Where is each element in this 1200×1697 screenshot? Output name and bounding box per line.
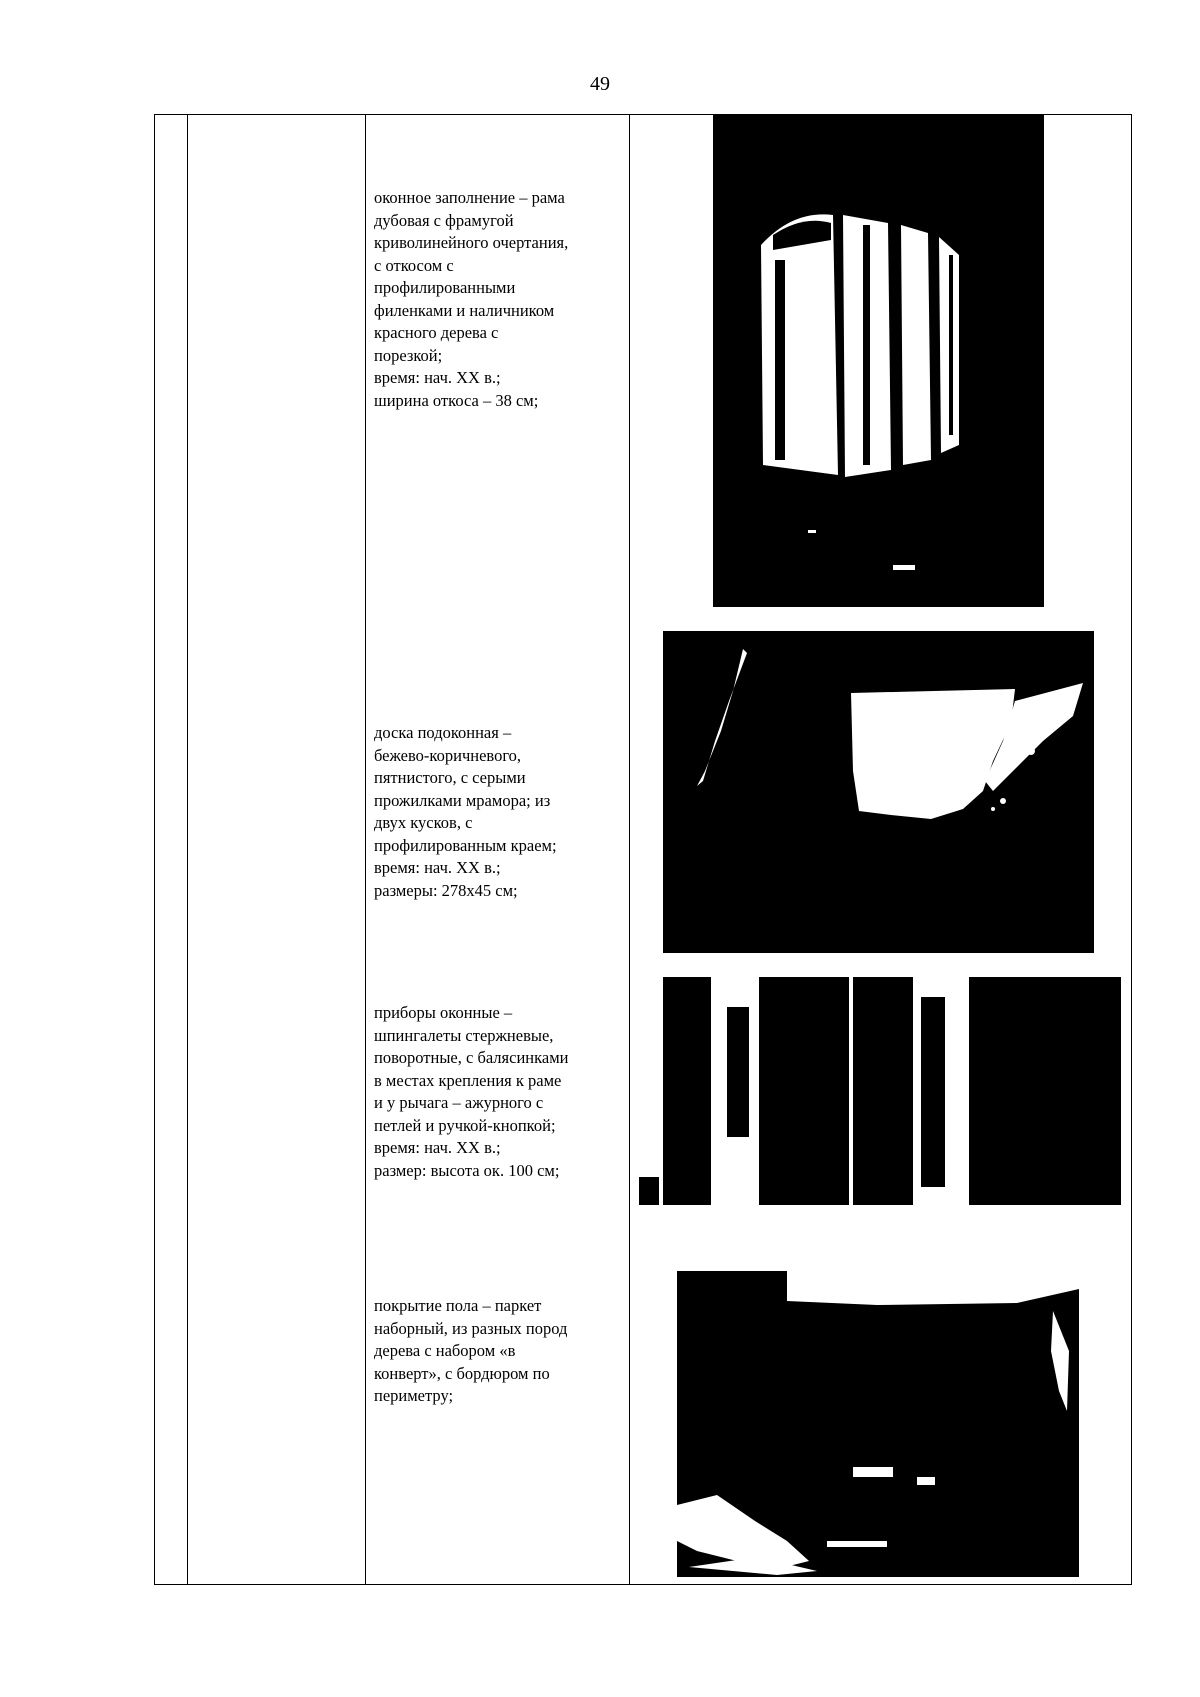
column-divider [365,115,366,1584]
column-divider [187,115,188,1584]
window-hardware-photo-icon [639,977,1121,1205]
entry-description: покрытие пола – паркет наборный, из разных пород дерева с набором «в конверт», с бордюром по периметру; [374,1296,568,1405]
column-divider [629,115,630,1584]
entry-description: доска подоконная – бежево-коричневого, пятнистого, с серыми прожилками мрамора; из двух кусков, с профилированным краем; время: нач. XX в.; размеры: 278х45 см; [374,723,557,900]
windowsill-photo-icon [663,631,1094,953]
entry-description: оконное заполнение – рама дубовая с фрамугой криволинейного очертания, с откосом с профилированными филенками и наличником красного дерева с порезкой; время: нач. XX в.; ширина откоса – 38 см; [374,188,569,410]
page-number: 49 [590,73,610,95]
inventory-table [154,114,1132,1585]
parquet-floor-photo-icon [677,1271,1079,1577]
window-photo-icon [713,115,1044,607]
entry-description: приборы оконные – шпингалеты стержневые, поворотные, с балясинками в местах крепления к раме и у рычага – ажурного с петлей и ручкой-кнопкой; время: нач. XX в.; размер: высота ок. 100 см; [374,1003,569,1180]
